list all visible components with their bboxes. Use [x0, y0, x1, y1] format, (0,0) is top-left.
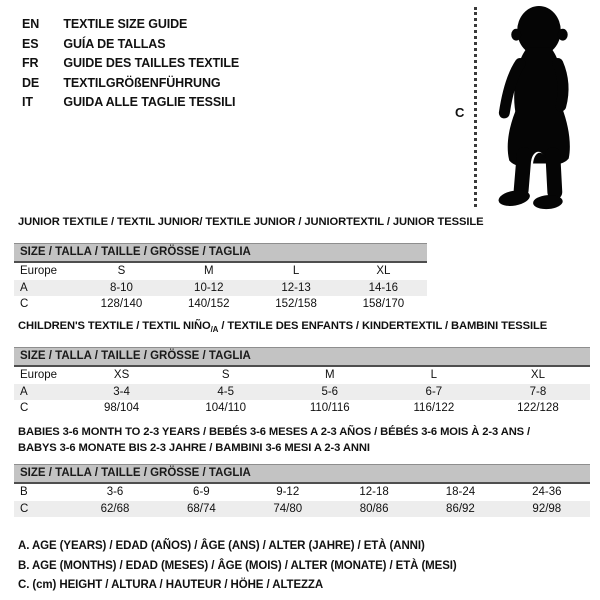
table-row [14, 400, 590, 417]
table-title [14, 216, 484, 232]
footnote-b: B. AGE (MONTHS) / EDAD (MESES) / ÂGE (MOIS) / ALTER (MONATE) / ETÀ (MESI) [18, 559, 457, 572]
row-label: Europe [20, 265, 58, 278]
height-measure-line [474, 7, 477, 207]
size-cell: 62/68 [100, 502, 130, 515]
size-header-bar: SIZE / TALLA / TAILLE / GRÖSSE / TAGLIA [14, 243, 427, 263]
size-cell: 18-24 [445, 486, 476, 499]
size-cell: 110/116 [309, 402, 350, 415]
lang-title: TEXTILE SIZE GUIDE [63, 17, 188, 31]
lang-code: IT [22, 95, 33, 109]
table-row [14, 484, 590, 501]
table-row [14, 296, 427, 313]
size-cell: XL [376, 265, 391, 278]
row-label: C [20, 502, 29, 515]
size-cell: 6-7 [425, 385, 443, 398]
babies-textile-section [14, 426, 590, 517]
lang-title: GUIDA ALLE TAGLIE TESSILI [63, 95, 236, 109]
row-label: A [20, 385, 28, 398]
babies-size-table [14, 484, 590, 517]
size-cell: 122/128 [517, 402, 559, 415]
size-cell: M [203, 265, 214, 278]
size-cell: 92/98 [532, 502, 562, 515]
table-title-text: CHILDREN'S TEXTILE / TEXTIL NIÑO [18, 320, 211, 332]
size-cell: 8-10 [109, 281, 133, 294]
size-cell: L [292, 265, 300, 278]
size-cell: 104/110 [205, 402, 247, 415]
size-cell: 98/104 [103, 402, 140, 415]
table-title [14, 320, 590, 336]
size-cell: 68/74 [186, 502, 216, 515]
size-cell: 4-5 [217, 385, 234, 398]
lang-code: EN [22, 17, 40, 31]
size-cell: 3-6 [106, 486, 124, 499]
size-cell: 12-18 [359, 486, 389, 499]
size-cell: 3-4 [113, 385, 130, 398]
table-title-sub: /A [210, 325, 219, 335]
size-cell: 116/122 [413, 402, 455, 415]
row-label: Europe [20, 369, 58, 382]
table-title-text: BABIES 3-6 MONTH TO 2-3 YEARS / BEBÉS 3-6 MESES A 2-3 AÑOS / BÉBÉS 3-6 MOIS À 2-3 ANS / [18, 426, 531, 438]
lang-title: GUIDE DES TAILLES TEXTILE [63, 56, 240, 70]
lang-row-es [22, 35, 239, 55]
lang-row-it [22, 93, 239, 113]
lang-code: DE [22, 75, 40, 90]
lang-row-de [22, 74, 239, 94]
size-cell: 14-16 [368, 281, 399, 294]
table-title [14, 426, 590, 455]
lang-title: GUÍA DE TALLAS [63, 36, 166, 51]
size-cell: 9-12 [276, 486, 300, 499]
size-cell: 6-9 [193, 486, 210, 499]
size-cell: 7-8 [529, 385, 547, 398]
row-label: C [20, 298, 29, 311]
children-textile-section [14, 320, 590, 417]
lang-row-en [22, 15, 239, 35]
size-cell: 5-6 [321, 385, 339, 398]
size-cell: 152/158 [275, 298, 317, 311]
size-cell: 80/86 [359, 502, 389, 515]
size-cell: L [430, 369, 438, 382]
size-cell: S [221, 369, 230, 382]
size-cell: XL [530, 369, 545, 382]
table-title-rest: / TEXTILE DES ENFANTS / KINDERTEXTIL / BAMBINI TESSILE [218, 320, 548, 332]
baby-silhouette-icon [486, 4, 588, 212]
footnotes [18, 537, 457, 596]
children-size-table [14, 367, 590, 417]
table-title-line2: BABYS 3-6 MONATE BIS 2-3 JAHRE / BAMBINI 3-6 MESI A 2-3 ANNI [18, 442, 370, 455]
size-cell: M [324, 369, 335, 382]
size-cell: 74/80 [273, 502, 303, 515]
size-cell: 10-12 [194, 281, 224, 294]
size-header-bar: SIZE / TALLA / TAILLE / GRÖSSE / TAGLIA [14, 464, 590, 484]
lang-code: ES [22, 36, 39, 51]
row-label: A [20, 281, 28, 294]
table-row [14, 501, 590, 518]
row-label: C [20, 402, 29, 415]
table-row [14, 263, 427, 280]
height-measure-label: C [455, 105, 465, 120]
lang-title: TEXTILGRÖßENFÜHRUNG [63, 75, 221, 90]
size-cell: 128/140 [100, 298, 143, 311]
table-row [14, 280, 427, 297]
junior-size-table [14, 263, 427, 313]
size-header-bar: SIZE / TALLA / TAILLE / GRÖSSE / TAGLIA [14, 347, 590, 367]
language-header [22, 15, 239, 113]
table-row [14, 384, 590, 401]
lang-row-fr [22, 54, 239, 74]
table-row [14, 367, 590, 384]
size-cell: 86/92 [446, 502, 475, 515]
size-cell: 24-36 [532, 486, 562, 499]
table-title-text: JUNIOR TEXTILE / TEXTIL JUNIOR/ TEXTILE JUNIOR / JUNIORTEXTIL / JUNIOR TESSILE [18, 216, 484, 228]
footnote-a: A. AGE (YEARS) / EDAD (AÑOS) / ÂGE (ANS) / ALTER (JAHRE) / ETÀ (ANNI) [18, 540, 425, 552]
junior-textile-section [14, 216, 484, 313]
lang-code: FR [22, 56, 39, 70]
size-cell: 158/170 [362, 298, 405, 311]
footnote-c: C. (cm) HEIGHT / ALTURA / HAUTEUR / HÖHE / ALTEZZA [18, 579, 324, 591]
size-cell: 140/152 [187, 298, 230, 311]
size-cell: S [117, 265, 126, 278]
size-cell: XS [113, 369, 130, 382]
row-label: B [20, 486, 28, 499]
size-cell: 12-13 [281, 281, 311, 294]
